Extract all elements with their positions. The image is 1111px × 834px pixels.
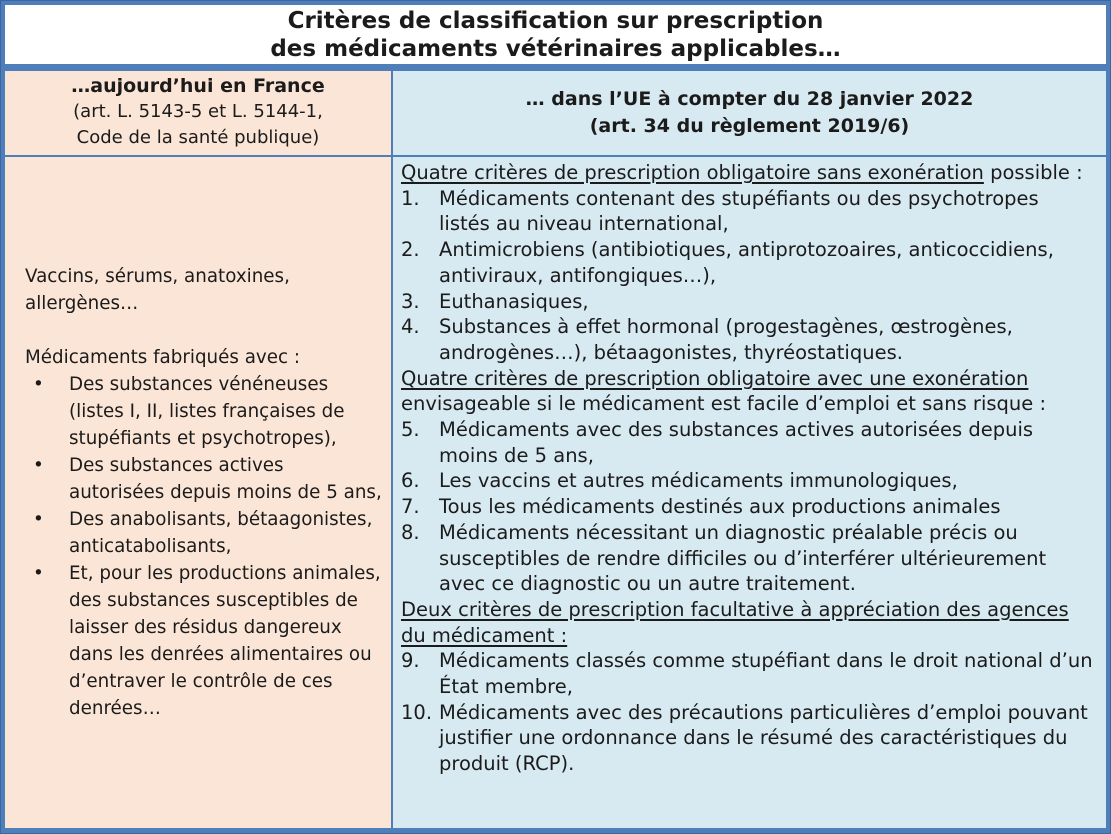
item-text: Antimicrobiens (antibiotiques, antiprotozoaires, anticoccidiens, antiviraux, antifongiques…), bbox=[439, 238, 1054, 287]
france-header-sub1: (art. L. 5143-5 et L. 5144-1, bbox=[73, 101, 323, 122]
bullet-item bbox=[25, 371, 383, 452]
item-number: 6. bbox=[401, 469, 420, 493]
numbered-item bbox=[401, 237, 1094, 288]
section-heading-rest: possible : bbox=[983, 161, 1083, 184]
france-header-sub2: Code de la santé publique) bbox=[76, 127, 320, 148]
section-heading-rest: envisageable si le médicament est facile d’emploi et sans risque : bbox=[401, 392, 1047, 416]
item-number: 3. bbox=[401, 289, 420, 313]
eu-header-line2: (art. 34 du règlement 2019/6) bbox=[589, 115, 910, 137]
bullet-marker: • bbox=[33, 455, 44, 476]
numbered-item bbox=[401, 314, 1094, 365]
france-criteria-cell bbox=[5, 157, 391, 828]
item-number: 2. bbox=[401, 238, 420, 262]
eu-criteria-cell bbox=[393, 157, 1106, 828]
bullet-text: Des anabolisants, bétaagonistes, anticatabolisants, bbox=[69, 509, 373, 557]
section-heading-underlined: Quatre critères de prescription obligatoire avec une exonération bbox=[401, 366, 1029, 390]
numbered-item bbox=[401, 186, 1094, 237]
numbered-item bbox=[401, 700, 1094, 777]
item-text: Tous les médicaments destinés aux productions animales bbox=[439, 495, 1001, 519]
item-number: 9. bbox=[401, 649, 420, 673]
bullet-marker: • bbox=[33, 563, 44, 584]
bullet-text: Des substances actives autorisées depuis moins de 5 ans, bbox=[69, 455, 382, 503]
column-header-eu bbox=[393, 71, 1106, 155]
numbered-item bbox=[401, 417, 1094, 468]
item-number: 7. bbox=[401, 495, 420, 519]
item-number: 10. bbox=[401, 700, 433, 724]
bullet-marker: • bbox=[33, 509, 44, 530]
bullet-text: Des substances vénéneuses (listes I, II, listes françaises de stupéfiants et psychotropes), bbox=[69, 374, 345, 449]
table-title-line1: Critères de classification sur prescription bbox=[287, 7, 824, 34]
item-text: Substances à effet hormonal (progestagènes, œstrogènes, androgènes…), bétaagonistes, thyréostatiques. bbox=[439, 315, 1013, 364]
numbered-item bbox=[401, 520, 1094, 597]
section-heading-underlined: Deux critères de prescription facultative à appréciation des agences du médicament : bbox=[401, 597, 1069, 647]
item-number: 8. bbox=[401, 520, 420, 544]
item-text: Médicaments nécessitant un diagnostic préalable précis ou susceptibles de rendre difficiles ou d’interférer ultérieurement avec ce diagnostic ou un autre traitement. bbox=[439, 520, 1047, 596]
item-number: 5. bbox=[401, 418, 420, 442]
bullet-marker: • bbox=[33, 374, 44, 395]
item-number: 1. bbox=[401, 186, 420, 210]
eu-header-line1: … dans l’UE à compter du 28 janvier 2022 bbox=[525, 88, 974, 110]
numbered-item bbox=[401, 494, 1094, 520]
bullet-text: Et, pour les productions animales, des substances susceptibles de laisser des résidus dangereux dans les denrées alimentaires ou d’entraver le contrôle de ces denrées… bbox=[69, 563, 381, 719]
item-text: Les vaccins et autres médicaments immunologiques, bbox=[439, 469, 958, 493]
numbered-item bbox=[401, 648, 1094, 699]
france-intro-text: Vaccins, sérums, anatoxines, allergènes… bbox=[25, 266, 290, 314]
item-text: Euthanasiques, bbox=[439, 289, 589, 313]
section-heading-mandatory-no-exemption bbox=[401, 160, 1094, 186]
table-grid bbox=[5, 71, 1106, 828]
france-header-title: …aujourd’hui en France bbox=[71, 75, 325, 97]
item-text: Médicaments avec des précautions particulières d’emploi pouvant justifier une ordonnance dans le résumé des caractéristiques du produit (RCP). bbox=[439, 700, 1088, 776]
section-heading-underlined: Quatre critères de prescription obligatoire sans exonération bbox=[401, 161, 984, 184]
bullet-item bbox=[25, 506, 383, 560]
france-list-intro: Médicaments fabriqués avec : bbox=[25, 347, 301, 368]
section-heading-mandatory-with-exemption bbox=[401, 366, 1094, 417]
numbered-item bbox=[401, 468, 1094, 494]
bullet-item bbox=[25, 560, 383, 722]
table-title-line2: des médicaments vétérinaires applicables… bbox=[270, 35, 841, 62]
section-heading-optional bbox=[401, 597, 1094, 648]
item-text: Médicaments contenant des stupéfiants ou des psychotropes listés au niveau international, bbox=[439, 186, 1039, 236]
item-text: Médicaments avec des substances actives autorisées depuis moins de 5 ans, bbox=[439, 418, 1034, 467]
item-number: 4. bbox=[401, 315, 420, 339]
bullet-item bbox=[25, 452, 383, 506]
item-text: Médicaments classés comme stupéfiant dans le droit national d’un État membre, bbox=[439, 649, 1093, 699]
table-title bbox=[5, 5, 1106, 64]
numbered-item bbox=[401, 289, 1094, 315]
column-header-france bbox=[5, 71, 391, 155]
